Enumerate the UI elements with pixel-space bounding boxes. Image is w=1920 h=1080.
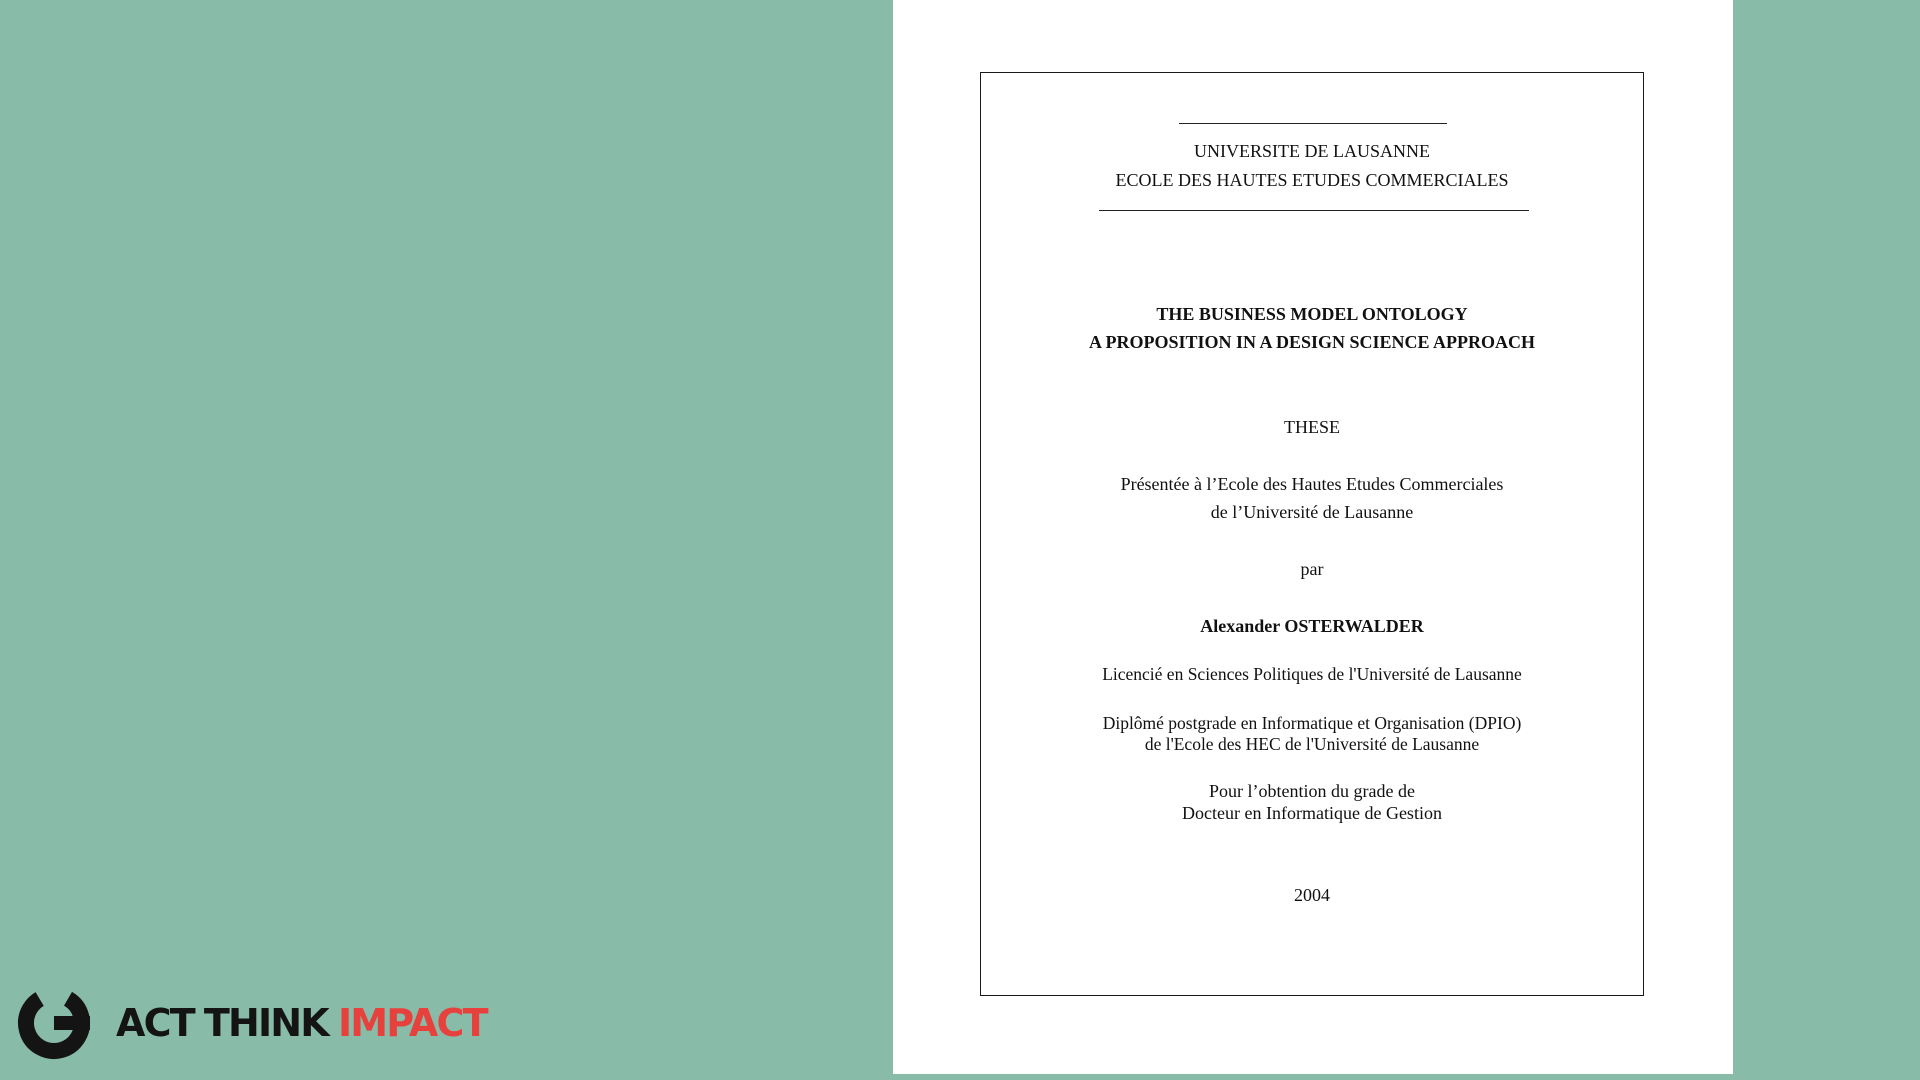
logo-word-act: ACT	[116, 1001, 194, 1045]
document-type: THESE	[1284, 417, 1340, 437]
thesis-year: 2004	[1294, 885, 1330, 905]
degree-1: Licencié en Sciences Politiques de l'Université de Lausanne	[1102, 664, 1522, 684]
g-logo-icon	[16, 985, 92, 1061]
presented-line1: Présentée à l’Ecole des Hautes Etudes Commerciales	[1120, 474, 1504, 494]
school-name: ECOLE DES HAUTES ETUDES COMMERCIALES	[1115, 170, 1509, 190]
purpose-line1: Pour l’obtention du grade de	[1209, 781, 1415, 801]
degree-2-line1: Diplômé postgrade en Informatique et Organisation (DPIO)	[1102, 713, 1522, 733]
logo-word-think: THINK	[203, 1001, 328, 1045]
purpose-line2: Docteur en Informatique de Gestion	[1182, 803, 1442, 823]
degree-2-line2: de l'Ecole des HEC de l'Université de Lausanne	[1144, 734, 1480, 754]
top-rule	[1179, 123, 1447, 124]
logo-word-impact: IMPACT	[337, 1001, 487, 1045]
title-page-frame	[980, 72, 1644, 996]
act-think-impact-logo	[16, 986, 487, 1060]
thesis-title-line2: A PROPOSITION IN A DESIGN SCIENCE APPROACH	[1088, 332, 1536, 352]
school-rule	[1099, 210, 1529, 211]
presented-line2: de l’Université de Lausanne	[1210, 502, 1414, 522]
university-name: UNIVERSITE DE LAUSANNE	[1194, 141, 1430, 161]
author-name: Alexander OSTERWALDER	[1200, 616, 1424, 636]
logo-wordmark	[116, 1003, 487, 1043]
thesis-title-line1: THE BUSINESS MODEL ONTOLOGY	[1156, 304, 1468, 324]
document-page	[893, 0, 1733, 1074]
by-label: par	[1300, 559, 1324, 579]
